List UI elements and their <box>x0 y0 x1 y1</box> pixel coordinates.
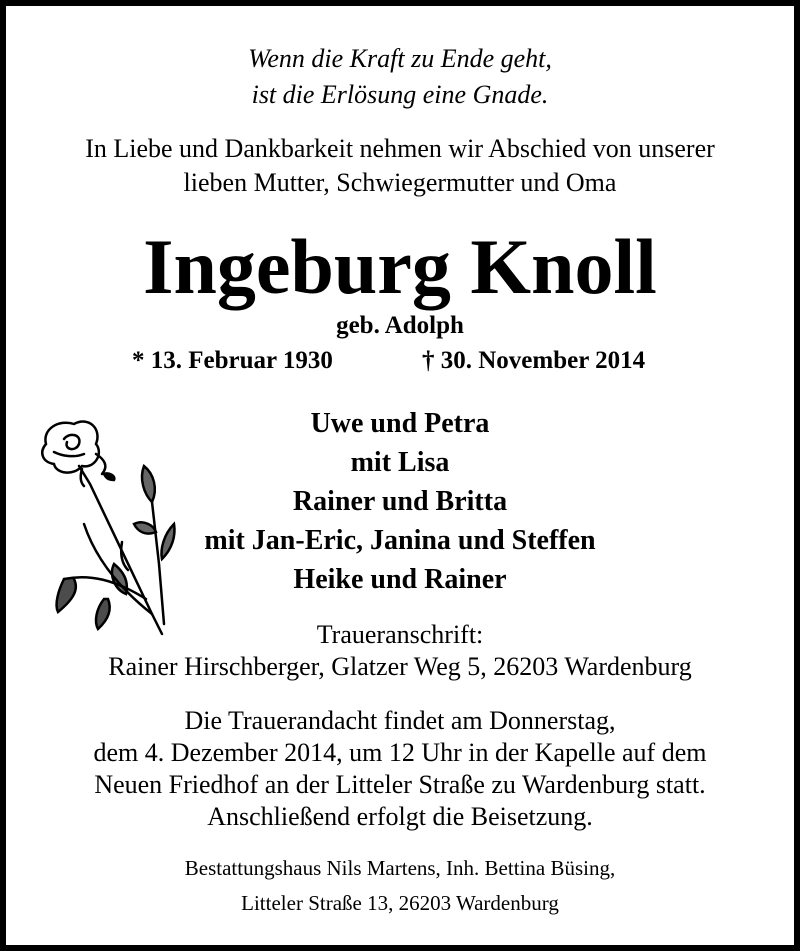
address-label: Traueranschrift: <box>316 620 484 649</box>
family-line-2: mit Lisa <box>350 447 450 478</box>
intro-line-2: lieben Mutter, Schwiegermutter und Oma <box>183 168 617 197</box>
family-line-1: Uwe und Petra <box>310 408 490 439</box>
funeral-home-line-1: Bestattungshaus Nils Martens, Inh. Bettina Büsing, <box>184 856 616 880</box>
service-line-3: Neuen Friedhof an der Litteler Straße zu Wardenburg statt. <box>94 770 706 799</box>
family-line-3: Rainer und Britta <box>292 486 508 517</box>
service-line-4: Anschließend erfolgt die Beisetzung. <box>207 802 593 831</box>
service-line-1: Die Trauerandacht findet am Donnerstag, <box>184 706 616 735</box>
funeral-home-line-2: Litteler Straße 13, 26203 Wardenburg <box>241 891 559 915</box>
quote-line-1: Wenn die Kraft zu Ende geht, <box>248 44 552 73</box>
intro-line-1: In Liebe und Dankbarkeit nehmen wir Abschied von unserer <box>85 134 715 163</box>
family-line-5: Heike und Rainer <box>293 564 507 595</box>
deceased-name: Ingeburg Knoll <box>143 223 657 310</box>
birth-name: geb. Adolph <box>336 312 464 339</box>
address-text: Rainer Hirschberger, Glatzer Weg 5, 26203 Wardenburg <box>108 652 692 681</box>
birth-date: * 13. Februar 1930 <box>132 347 333 374</box>
quote-line-2: ist die Erlösung eine Gnade. <box>251 80 549 109</box>
family-line-4: mit Jan-Eric, Janina und Steffen <box>204 525 596 556</box>
service-line-2: dem 4. Dezember 2014, um 12 Uhr in der Kapelle auf dem <box>93 738 707 767</box>
death-date: † 30. November 2014 <box>422 347 646 374</box>
